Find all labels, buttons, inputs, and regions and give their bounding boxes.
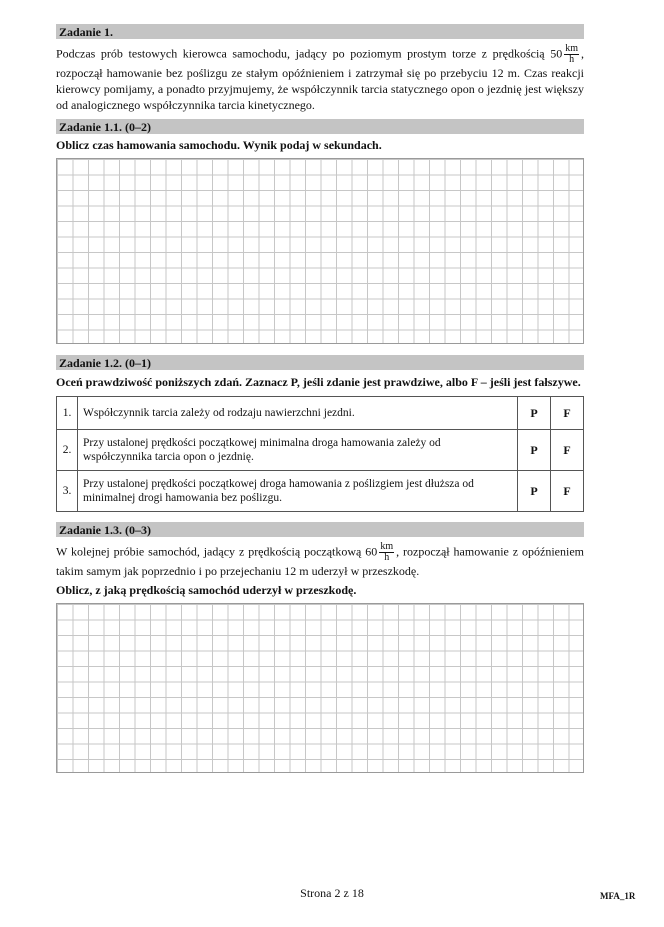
page-number: Strona 2 z 18 bbox=[300, 886, 364, 900]
statement-text: Współczynnik tarcia zależy od rodzaju nawierzchni jezdni. bbox=[78, 397, 518, 430]
option-f[interactable]: F bbox=[551, 430, 584, 471]
task-1-2-instruction: Oceń prawdziwość poniższych zdań. Zaznacz P, jeśli zdanie jest prawdziwe, albo F – jeśli jest fałszywe. bbox=[56, 375, 581, 389]
task-1-text: Podczas prób testowych kierowca samochodu, jadący po poziomym prostym torze z prędkością 50 $\frac{km}{h}$ , rozpoczął hamowanie bez poślizgu ze stałym opóźnieniem i zatrzymał się po przebyciu 12 m. Czas reakcji kierowcy pomijamy, a ponadto przyjmujemy, że współczynnik tarcia statycznego opon o jezdnię jest większy od analogicznego współczynnika tarcia kinetycznego. bbox=[56, 43, 584, 112]
row-number: 3. bbox=[57, 471, 78, 512]
task-1-header: Zadanie 1. bbox=[56, 24, 584, 39]
task-1-2-header: Zadanie 1.2. (0–1) bbox=[56, 355, 584, 370]
table-row bbox=[57, 471, 584, 512]
option-p[interactable]: P bbox=[518, 430, 551, 471]
row-number: 2. bbox=[57, 430, 78, 471]
option-f[interactable]: F bbox=[551, 471, 584, 512]
answer-grid-1[interactable] bbox=[56, 158, 584, 344]
true-false-table bbox=[56, 396, 584, 512]
option-p[interactable]: P bbox=[518, 397, 551, 430]
task-1-1-header: Zadanie 1.1. (0–2) bbox=[56, 119, 584, 134]
statement-text: Przy ustalonej prędkości początkowej droga hamowania z poślizgiem jest dłuższa od minimalnej drogi hamowania bez poślizgu. bbox=[78, 471, 518, 512]
table-row bbox=[57, 397, 584, 430]
answer-grid-2[interactable] bbox=[56, 603, 584, 773]
unit-fraction: $\frac{km}{h}$ bbox=[380, 541, 394, 563]
option-p[interactable]: P bbox=[518, 471, 551, 512]
table-row bbox=[57, 430, 584, 471]
exam-page bbox=[56, 24, 584, 773]
unit-fraction: $\frac{km}{h}$ bbox=[565, 43, 578, 65]
task-1-3-text: W kolejnej próbie samochód, jadący z prędkością początkową 60 $\frac{km}{h}$ , rozpoczął hamowanie z opóźnieniem takim samym jak poprzednio i po przejechaniu 12 m uderzył w przeszkodę. bbox=[56, 541, 584, 578]
task-1-3-instruction: Oblicz, z jaką prędkością samochód uderzył w przeszkodę. bbox=[56, 583, 357, 597]
task-1-3-header: Zadanie 1.3. (0–3) bbox=[56, 522, 584, 537]
exam-code: MFA_1R bbox=[600, 891, 636, 901]
statement-text: Przy ustalonej prędkości początkowej minimalna droga hamowania zależy od współczynnika tarcia opon o jezdnię. bbox=[78, 430, 518, 471]
row-number: 1. bbox=[57, 397, 78, 430]
task-1-1-instruction: Oblicz czas hamowania samochodu. Wynik podaj w sekundach. bbox=[56, 138, 382, 152]
option-f[interactable]: F bbox=[551, 397, 584, 430]
